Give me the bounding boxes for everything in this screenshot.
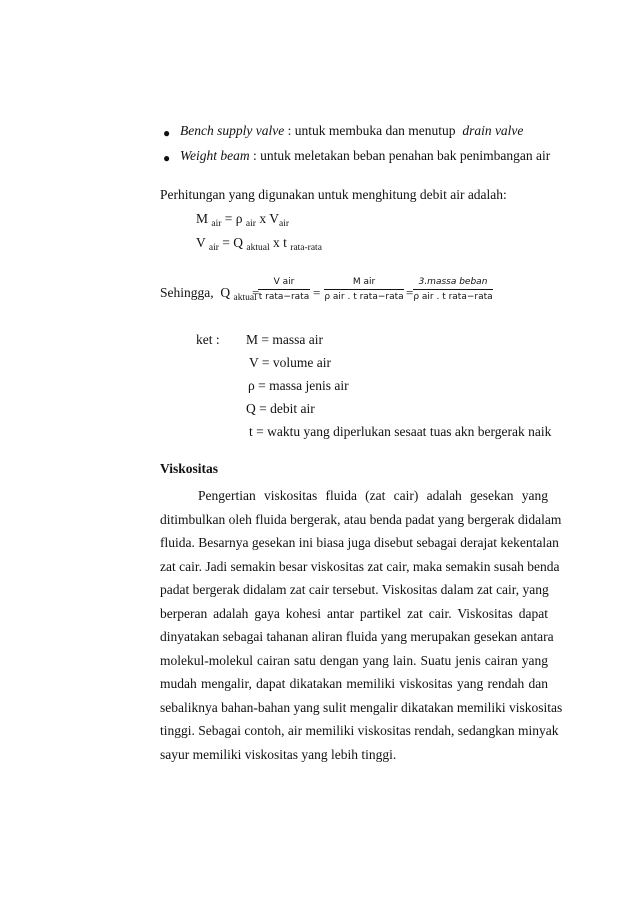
- bullet-text: : untuk meletakan beban penahan bak penimbangan air: [253, 148, 551, 163]
- eq-subscript: aktual: [246, 243, 270, 253]
- eq-subscript: air: [245, 219, 256, 229]
- bullet-dot: ●: [163, 126, 171, 140]
- bullet-term: Weight beam: [180, 148, 250, 163]
- paragraph-line: tinggi. Sebagai contoh, air memiliki viskositas rendah, sedangkan minyak: [160, 723, 559, 738]
- fraction-1: [258, 277, 310, 302]
- fraction-numerator: M air: [352, 277, 376, 287]
- eq-symbol: Q: [233, 235, 244, 250]
- paragraph-line: zat cair. Jadi semakin besar viskositas zat cair, maka semakin susah benda: [160, 558, 560, 574]
- eq-operator: x: [273, 235, 280, 250]
- paragraph-line: Pengertian viskositas fluida (zat cair) adalah gesekan yang: [198, 488, 548, 503]
- eq-subscript: aktual: [233, 293, 257, 303]
- eq-operator: x: [259, 211, 267, 226]
- paragraph-line: mudah mengalir, dapat dikatakan memiliki viskositas yang rendah dan: [160, 676, 548, 691]
- paragraph-line: ditimbulkan oleh fluida bergerak, atau benda padat yang bergerak didalam: [160, 511, 562, 527]
- ket-label: ket :: [196, 332, 220, 347]
- intro-text: Perhitungan yang digunakan untuk menghitung debit air adalah:: [160, 187, 507, 202]
- bullet-item-1: [180, 123, 523, 139]
- equation-volume: V $_{air}$ = Q $_{aktual}$ x t $_{rata-rata}$: [196, 235, 322, 253]
- eq-symbol: V: [269, 211, 279, 226]
- fraction-denominator: ρ air . t rata−rata: [324, 292, 404, 302]
- eq-equals: =: [313, 285, 321, 300]
- ket-item: M = massa air: [246, 332, 323, 347]
- bullet-text: : untuk membuka dan menutup: [287, 123, 456, 138]
- fraction-denominator: ρ air . t rata−rata: [413, 292, 493, 302]
- eq-symbol: t: [283, 235, 287, 250]
- fraction-denominator: t rata−rata: [258, 292, 310, 302]
- eq-symbol: Q: [220, 285, 231, 300]
- ket-item: V = volume air: [249, 355, 331, 370]
- sehingga-label: Sehingga,: [160, 285, 214, 300]
- eq-symbol: M: [196, 211, 209, 226]
- eq-subscript: air: [278, 219, 289, 229]
- bullet-item-2: [180, 148, 550, 164]
- paragraph-line: fluida. Besarnya gesekan ini biasa juga disebut sebagai derajat kekentalan: [160, 535, 559, 550]
- fraction-numerator: 3.massa beban: [418, 277, 488, 287]
- equation-mass: M $_{air}$ = ρ $_{air}$ x $V_{air}$: [196, 211, 289, 229]
- paragraph-line: dinyatakan sebagai tahanan aliran fluida yang merupakan gesekan antara: [160, 629, 554, 644]
- ket-item: Q = debit air: [246, 401, 315, 416]
- fraction-numerator: V air: [273, 277, 295, 287]
- paragraph-line: berperan adalah gaya kohesi antar partikel zat cair. Viskositas dapat: [160, 605, 548, 621]
- eq-subscript: air: [208, 243, 219, 253]
- ket-item: ρ = massa jenis air: [248, 378, 349, 393]
- eq-symbol: ρ: [235, 211, 243, 226]
- eq-subscript: air: [211, 219, 222, 229]
- fraction-2: [324, 277, 404, 302]
- eq-subscript: rata-rata: [290, 243, 322, 253]
- section-heading: Viskositas: [160, 461, 219, 476]
- paragraph-line: molekul-molekul cairan satu dengan yang lain. Suatu jenis cairan yang: [160, 652, 548, 668]
- eq-equals: =: [406, 285, 414, 300]
- bullet-dot: ●: [163, 151, 171, 165]
- bullet-term: Bench supply valve: [180, 123, 285, 138]
- viskositas-paragraph: [160, 484, 563, 766]
- sehingga-lhs: [160, 285, 260, 303]
- eq-symbol: V: [196, 235, 206, 250]
- ket-item: t = waktu yang diperlukan sesaat tuas akn bergerak naik: [249, 424, 552, 439]
- eq-equals: =: [252, 285, 260, 300]
- paragraph-line: sayur memiliki viskositas yang lebih tinggi.: [160, 746, 397, 762]
- bullet-term2: drain valve: [462, 123, 524, 138]
- fraction-3: [413, 277, 493, 302]
- paragraph-line: sebaliknya bahan-bahan yang sulit mengalir dikatakan memiliki viskositas: [160, 699, 563, 715]
- paragraph-line: padat bergerak didalam zat cair tersebut. Viskositas dalam zat cair, yang: [160, 582, 549, 597]
